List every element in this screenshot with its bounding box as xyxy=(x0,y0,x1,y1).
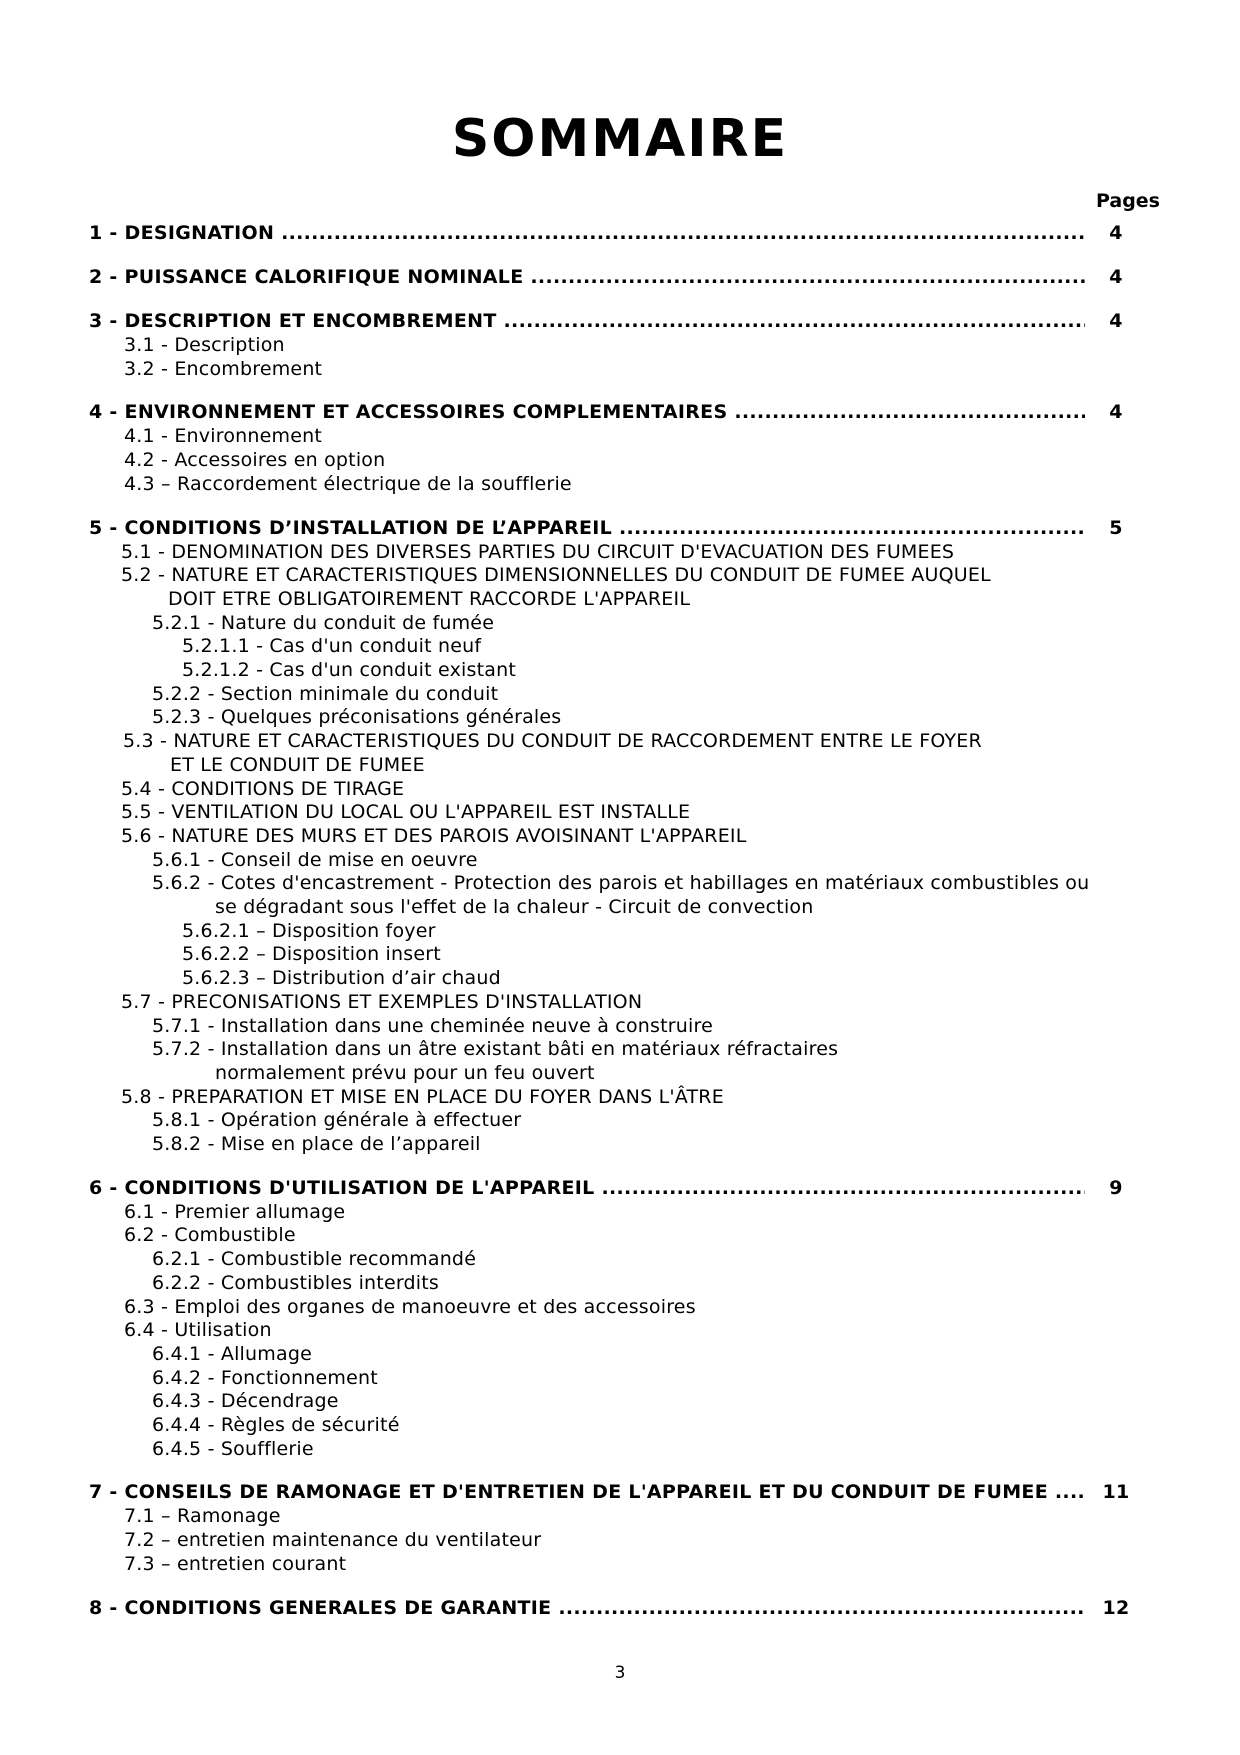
toc-page-number: 4 xyxy=(1109,266,1123,288)
toc-page-number: 5 xyxy=(1109,517,1123,539)
toc-subsection-row[interactable] xyxy=(0,966,1240,990)
toc-page-number: 11 xyxy=(1102,1481,1130,1503)
toc-subsection-row[interactable] xyxy=(0,634,1240,658)
toc-section-title: 4 - ENVIRONNEMENT ET ACCESSOIRES COMPLEMENTAIRES ..... xyxy=(89,400,1085,424)
toc-subsection-title: 5.2.3 - Quelques préconisations générales xyxy=(152,706,562,728)
toc-subsection-row[interactable] xyxy=(0,1504,1240,1528)
toc-subsection-row[interactable] xyxy=(0,1223,1240,1247)
toc-subsection-title: 4.3 – Raccordement électrique de la soufflerie xyxy=(124,473,572,495)
toc-subsection-title: 7.2 – entretien maintenance du ventilateur xyxy=(124,1529,542,1551)
toc-subsection-row[interactable] xyxy=(0,777,1240,801)
toc-subsection-row[interactable] xyxy=(0,333,1240,357)
toc-subsection-row[interactable] xyxy=(0,729,1240,753)
toc-page-number: 9 xyxy=(1109,1177,1123,1199)
toc-subsection-row[interactable] xyxy=(0,1413,1240,1437)
toc-section-row[interactable] xyxy=(0,400,1240,424)
toc-subsection-row[interactable] xyxy=(0,1108,1240,1132)
toc-section-title: 5 - CONDITIONS D’INSTALLATION DE L’APPAREIL ..... xyxy=(89,516,1085,540)
toc-subsection-row[interactable] xyxy=(0,1342,1240,1366)
toc-subsection-row[interactable] xyxy=(0,357,1240,381)
toc-subsection-title: 5.2.2 - Section minimale du conduit xyxy=(152,683,499,705)
toc-subsection-title: 5.4 - CONDITIONS DE TIRAGE xyxy=(121,778,405,800)
toc-subsection-title: 6.2 - Combustible xyxy=(124,1224,296,1246)
toc-subsection-title: 5.6.1 - Conseil de mise en oeuvre xyxy=(152,849,478,871)
toc-section-title: 8 - CONDITIONS GENERALES DE GARANTIE ..... xyxy=(89,1596,1085,1620)
toc-subsection-title: 5.6.2.2 – Disposition insert xyxy=(182,943,441,965)
toc-subsection-row[interactable] xyxy=(0,1132,1240,1156)
toc-section-row[interactable] xyxy=(0,1596,1240,1620)
toc-subsection-row[interactable] xyxy=(0,448,1240,472)
toc-subsection-title: 6.4.2 - Fonctionnement xyxy=(152,1367,378,1389)
toc-subsection-row[interactable] xyxy=(0,1037,1240,1061)
toc-section-title: 1 - DESIGNATION ..... xyxy=(89,221,1085,245)
toc-subsection-title: 6.1 - Premier allumage xyxy=(124,1201,346,1223)
toc-subsection-row[interactable] xyxy=(0,540,1240,564)
toc-subsection-title: 5.3 - NATURE ET CARACTERISTIQUES DU CONDUIT DE RACCORDEMENT ENTRE LE FOYER xyxy=(123,730,982,752)
toc-subsection-row[interactable] xyxy=(0,587,1240,611)
toc-subsection-row[interactable] xyxy=(0,942,1240,966)
toc-subsection-title: 5.6.2.1 – Disposition foyer xyxy=(182,920,436,942)
toc-section-row[interactable] xyxy=(0,309,1240,333)
toc-page-number: 12 xyxy=(1102,1597,1130,1619)
toc-subsection-row[interactable] xyxy=(0,1366,1240,1390)
toc-subsection-title: 5.5 - VENTILATION DU LOCAL OU L'APPAREIL EST INSTALLE xyxy=(121,801,691,823)
toc-subsection-row[interactable] xyxy=(0,1247,1240,1271)
toc-subsection-title: 4.1 - Environnement xyxy=(124,425,323,447)
toc-subsection-title: 5.8 - PREPARATION ET MISE EN PLACE DU FOYER DANS L'ÂTRE xyxy=(121,1086,724,1108)
pages-column-header: Pages xyxy=(1095,190,1160,212)
toc-subsection-title: 5.7 - PRECONISATIONS ET EXEMPLES D'INSTALLATION xyxy=(121,991,643,1013)
toc-subsection-row[interactable] xyxy=(0,1014,1240,1038)
toc-subsection-row[interactable] xyxy=(0,895,1240,919)
toc-subsection-row[interactable] xyxy=(0,1318,1240,1342)
toc-subsection-title: 5.6 - NATURE DES MURS ET DES PAROIS AVOISINANT L'APPAREIL xyxy=(121,825,747,847)
toc-section-title: 7 - CONSEILS DE RAMONAGE ET D'ENTRETIEN DE L'APPAREIL ET DU CONDUIT DE FUMEE ..... xyxy=(89,1480,1085,1504)
toc-subsection-row[interactable] xyxy=(0,1061,1240,1085)
toc-subsection-title: 5.2.1.1 - Cas d'un conduit neuf xyxy=(182,635,482,657)
toc-section-row[interactable] xyxy=(0,516,1240,540)
toc-subsection-row[interactable] xyxy=(0,1389,1240,1413)
toc-subsection-title: 6.4.4 - Règles de sécurité xyxy=(152,1414,400,1436)
toc-subsection-row[interactable] xyxy=(0,753,1240,777)
toc-page-number: 4 xyxy=(1109,222,1123,244)
toc-page-number: 4 xyxy=(1109,401,1123,423)
toc-subsection-title: se dégradant sous l'effet de la chaleur - Circuit de convection xyxy=(215,896,814,918)
toc-subsection-title: 5.7.2 - Installation dans un âtre existant bâti en matériaux réfractaires xyxy=(152,1038,839,1060)
toc-subsection-title: normalement prévu pour un feu ouvert xyxy=(215,1062,595,1084)
toc-section-title: 6 - CONDITIONS D'UTILISATION DE L'APPAREIL ..... xyxy=(89,1176,1085,1200)
toc-subsection-row[interactable] xyxy=(0,1528,1240,1552)
toc-subsection-row[interactable] xyxy=(0,824,1240,848)
toc-subsection-row[interactable] xyxy=(0,611,1240,635)
toc-section-row[interactable] xyxy=(0,1480,1240,1504)
toc-subsection-title: 5.1 - DENOMINATION DES DIVERSES PARTIES DU CIRCUIT D'EVACUATION DES FUMEES xyxy=(121,541,955,563)
toc-subsection-title: 5.8.1 - Opération générale à effectuer xyxy=(152,1109,522,1131)
toc-subsection-title: 6.2.2 - Combustibles interdits xyxy=(152,1272,440,1294)
toc-subsection-title: 3.1 - Description xyxy=(124,334,285,356)
toc-subsection-row[interactable] xyxy=(0,705,1240,729)
toc-subsection-row[interactable] xyxy=(0,871,1240,895)
toc-subsection-row[interactable] xyxy=(0,424,1240,448)
toc-subsection-row[interactable] xyxy=(0,1200,1240,1224)
toc-subsection-title: DOIT ETRE OBLIGATOIREMENT RACCORDE L'APPAREIL xyxy=(168,588,691,610)
toc-subsection-row[interactable] xyxy=(0,1552,1240,1576)
toc-subsection-title: 6.3 - Emploi des organes de manoeuvre et des accessoires xyxy=(124,1296,696,1318)
toc-subsection-title: 6.4 - Utilisation xyxy=(124,1319,272,1341)
toc-subsection-title: 5.6.2 - Cotes d'encastrement - Protection des parois et habillages en matériaux combustibles ou xyxy=(152,872,1090,894)
toc-subsection-title: 6.4.1 - Allumage xyxy=(152,1343,312,1365)
toc-subsection-row[interactable] xyxy=(0,800,1240,824)
toc-subsection-title: 5.2.1 - Nature du conduit de fumée xyxy=(152,612,495,634)
toc-subsection-title: 3.2 - Encombrement xyxy=(124,358,323,380)
toc-subsection-title: 7.1 – Ramonage xyxy=(124,1505,281,1527)
toc-section-title: 3 - DESCRIPTION ET ENCOMBREMENT ..... xyxy=(89,309,1085,333)
toc-subsection-row[interactable] xyxy=(0,1295,1240,1319)
toc-subsection-title: 5.6.2.3 – Distribution d’air chaud xyxy=(182,967,501,989)
toc-subsection-row[interactable] xyxy=(0,848,1240,872)
toc-subsection-row[interactable] xyxy=(0,1271,1240,1295)
toc-subsection-title: 5.7.1 - Installation dans une cheminée neuve à construire xyxy=(152,1015,713,1037)
page-number: 3 xyxy=(614,1663,626,1683)
toc-section-row[interactable] xyxy=(0,265,1240,289)
toc-subsection-title: 7.3 – entretien courant xyxy=(124,1553,347,1575)
toc-subsection-row[interactable] xyxy=(0,919,1240,943)
toc-subsection-row[interactable] xyxy=(0,990,1240,1014)
toc-subsection-row[interactable] xyxy=(0,563,1240,587)
toc-subsection-title: 6.2.1 - Combustible recommandé xyxy=(152,1248,477,1270)
toc-subsection-row[interactable] xyxy=(0,472,1240,496)
toc-subsection-row[interactable] xyxy=(0,1085,1240,1109)
toc-subsection-title: 6.4.5 - Soufflerie xyxy=(152,1438,314,1460)
toc-section-row[interactable] xyxy=(0,221,1240,245)
toc-subsection-row[interactable] xyxy=(0,658,1240,682)
toc-subsection-row[interactable] xyxy=(0,682,1240,706)
toc-subsection-title: 6.4.3 - Décendrage xyxy=(152,1390,339,1412)
toc-subsection-title: 4.2 - Accessoires en option xyxy=(124,449,386,471)
toc-page-number: 4 xyxy=(1109,310,1123,332)
toc-subsection-title: 5.2.1.2 - Cas d'un conduit existant xyxy=(182,659,517,681)
toc-section-title: 2 - PUISSANCE CALORIFIQUE NOMINALE ..... xyxy=(89,265,1085,289)
toc-subsection-title: ET LE CONDUIT DE FUMEE xyxy=(170,754,425,776)
toc-subsection-title: 5.8.2 - Mise en place de l’appareil xyxy=(152,1133,481,1155)
page-title: SOMMAIRE xyxy=(451,109,789,169)
toc-subsection-row[interactable] xyxy=(0,1437,1240,1461)
toc-subsection-title: 5.2 - NATURE ET CARACTERISTIQUES DIMENSIONNELLES DU CONDUIT DE FUMEE AUQUEL xyxy=(121,564,991,586)
toc-section-row[interactable] xyxy=(0,1176,1240,1200)
